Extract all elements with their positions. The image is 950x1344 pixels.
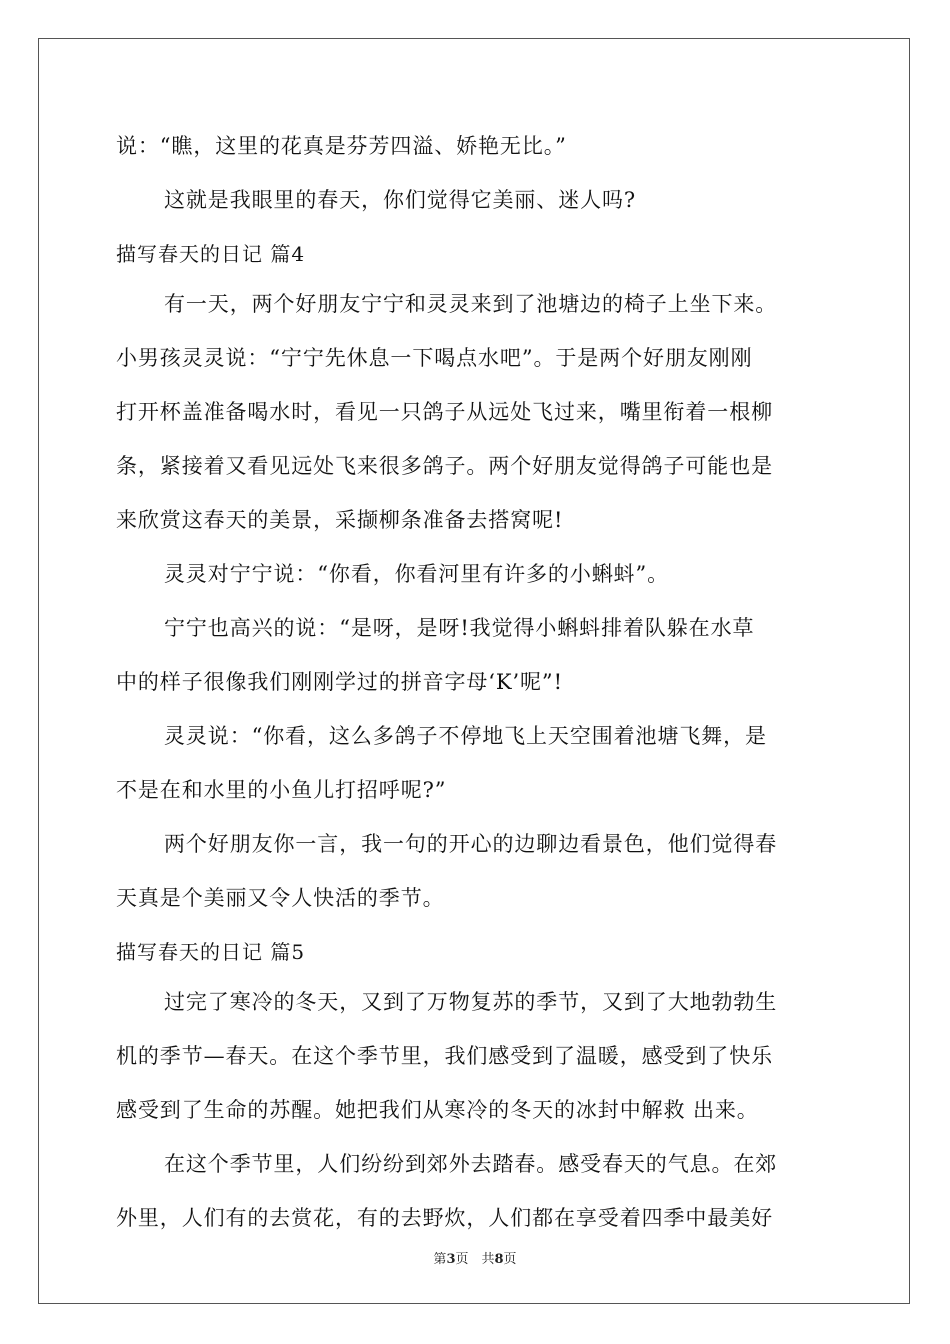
document-body bbox=[116, 126, 836, 1252]
text-line: 小男孩灵灵说：“宁宁先休息一下喝点水吧”。于是两个好朋友刚刚 bbox=[116, 346, 753, 370]
text-line: 中的样子很像我们刚刚学过的拼音字母‘K’呢”! bbox=[116, 670, 563, 694]
total-page-count: 8 bbox=[494, 1252, 504, 1267]
text-line: 条，紧接着又看见远处飞来很多鸽子。两个好朋友觉得鸽子可能也是 bbox=[116, 454, 773, 478]
section-heading: 描写春天的日记 篇5 bbox=[116, 940, 306, 964]
text-line: 不是在和水里的小鱼儿打招呼呢?” bbox=[116, 778, 447, 802]
text-line: 机的季节—春天。在这个季节里，我们感受到了温暖，感受到了快乐 bbox=[116, 1044, 773, 1068]
text-line: 宁宁也高兴的说：“是呀，是呀!我觉得小蝌蚪排着队躲在水草 bbox=[164, 616, 755, 640]
text-line: 在这个季节里，人们纷纷到郊外去踏春。感受春天的气息。在郊 bbox=[164, 1152, 778, 1176]
footer-mid: 页 共 bbox=[455, 1252, 495, 1267]
footer-prefix: 第 bbox=[433, 1252, 447, 1267]
text-line: 说：“瞧，这里的花真是芬芳四溢、娇艳无比。” bbox=[116, 134, 567, 158]
text-line: 来欣赏这春天的美景，采撷柳条准备去搭窝呢! bbox=[116, 508, 564, 532]
text-line: 灵灵对宁宁说：“你看，你看河里有许多的小蝌蚪”。 bbox=[164, 562, 670, 586]
current-page-number: 3 bbox=[446, 1252, 456, 1267]
text-line: 灵灵说：“你看，这么多鸽子不停地飞上天空围着池塘飞舞，是 bbox=[164, 724, 767, 748]
text-line: 打开杯盖准备喝水时，看见一只鸽子从远处飞过来，嘴里衔着一根柳 bbox=[116, 400, 773, 424]
text-line: 天真是个美丽又令人快活的季节。 bbox=[116, 886, 445, 910]
text-line: 这就是我眼里的春天，你们觉得它美丽、迷人吗? bbox=[164, 188, 637, 212]
page-footer bbox=[0, 1248, 950, 1267]
section-heading: 描写春天的日记 篇4 bbox=[116, 242, 306, 266]
text-line: 两个好朋友你一言，我一句的开心的边聊边看景色，他们觉得春 bbox=[164, 832, 778, 856]
text-line: 感受到了生命的苏醒。她把我们从寒冷的冬天的冰封中解救 出来。 bbox=[116, 1098, 759, 1122]
footer-suffix: 页 bbox=[503, 1252, 517, 1267]
text-line: 过完了寒冷的冬天，又到了万物复苏的季节，又到了大地勃勃生 bbox=[164, 990, 778, 1014]
text-line: 外里，人们有的去赏花，有的去野炊，人们都在享受着四季中最美好 bbox=[116, 1206, 773, 1230]
text-line: 有一天，两个好朋友宁宁和灵灵来到了池塘边的椅子上坐下来。 bbox=[164, 292, 778, 316]
